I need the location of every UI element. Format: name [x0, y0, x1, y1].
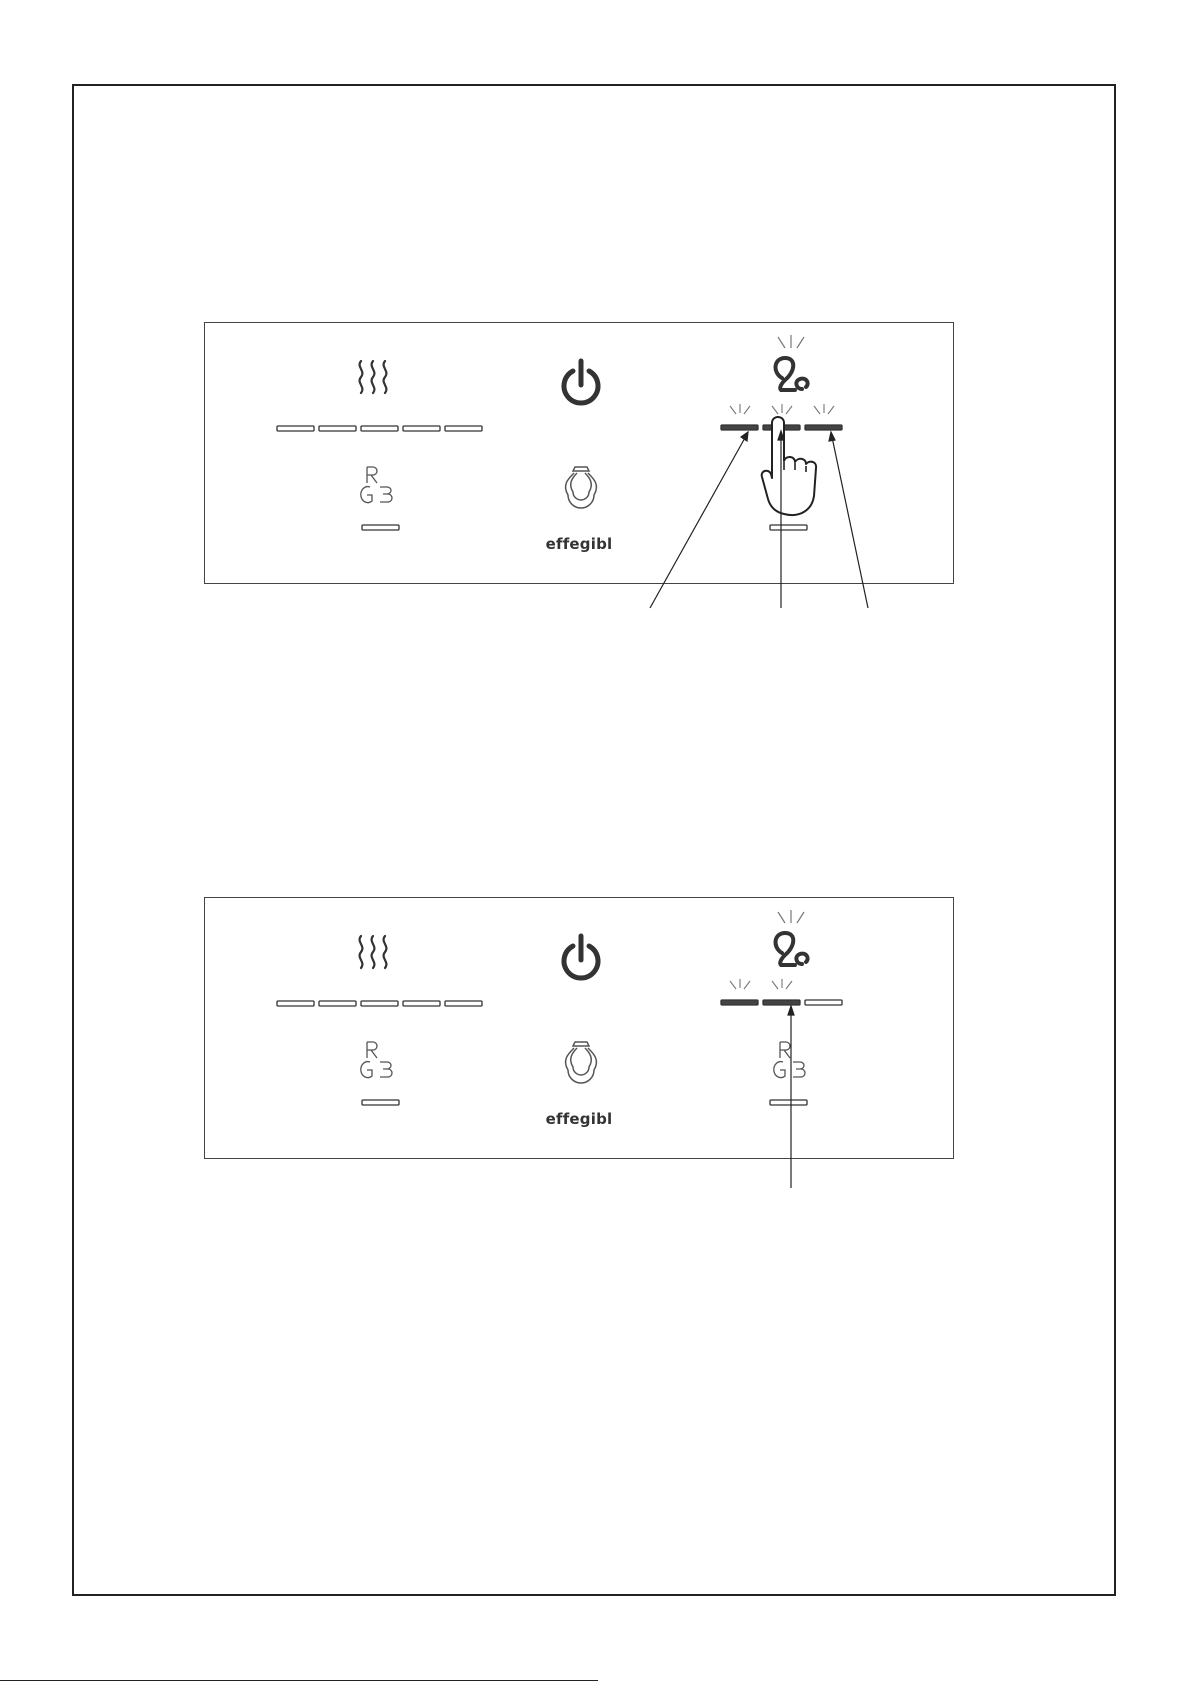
heat-segment-4[interactable]: [403, 1001, 440, 1006]
control-panel-2: [204, 897, 954, 1159]
fan-segment-3[interactable]: [805, 1000, 842, 1005]
power-icon[interactable]: [564, 361, 598, 403]
heat-level-bar[interactable]: [277, 1001, 482, 1006]
fan-segment-3[interactable]: [805, 425, 842, 430]
footer-rule: [0, 1680, 598, 1681]
rgb-icon-right[interactable]: [774, 1042, 805, 1078]
fan-rays-top: [778, 910, 804, 923]
fan-seg-rays: [730, 404, 834, 414]
page-frame: [72, 84, 1116, 1596]
brand-logo: effegibl: [545, 535, 613, 553]
heat-segment-1[interactable]: [277, 426, 314, 431]
callout-arrows: [650, 431, 868, 608]
heat-segment-5[interactable]: [445, 426, 482, 431]
brand-logo: effegibl: [545, 1110, 613, 1128]
heat-segment-5[interactable]: [445, 1001, 482, 1006]
power-icon[interactable]: [564, 936, 598, 978]
fan-rays-top: [778, 335, 804, 348]
fan-segment-1[interactable]: [721, 1000, 758, 1005]
heat-segment-4[interactable]: [403, 426, 440, 431]
heat-segment-2[interactable]: [319, 1001, 356, 1006]
heat-icon[interactable]: [360, 936, 387, 968]
heat-icon[interactable]: [360, 361, 387, 393]
light-bulb-icon[interactable]: [566, 1042, 597, 1083]
rgb-icon[interactable]: [361, 1042, 392, 1078]
heat-segment-2[interactable]: [319, 426, 356, 431]
rgb-indicator[interactable]: [362, 1100, 399, 1105]
rgb-indicator-right[interactable]: [770, 525, 807, 530]
fan-icon[interactable]: [776, 358, 808, 390]
heat-segment-3[interactable]: [361, 426, 398, 431]
rgb-indicator[interactable]: [362, 525, 399, 530]
rgb-indicator-right[interactable]: [770, 1100, 807, 1105]
heat-level-bar[interactable]: [277, 426, 482, 431]
rgb-icon[interactable]: [361, 467, 392, 503]
control-panel-1: [204, 322, 954, 584]
fan-segment-1[interactable]: [721, 425, 758, 430]
pointing-hand-icon: [762, 417, 816, 515]
heat-segment-1[interactable]: [277, 1001, 314, 1006]
light-bulb-icon[interactable]: [566, 467, 597, 508]
heat-segment-3[interactable]: [361, 1001, 398, 1006]
fan-segment-2[interactable]: [763, 1000, 800, 1005]
fan-speed-bar[interactable]: [721, 1000, 842, 1005]
fan-seg-rays: [730, 979, 792, 989]
fan-icon[interactable]: [776, 933, 808, 965]
